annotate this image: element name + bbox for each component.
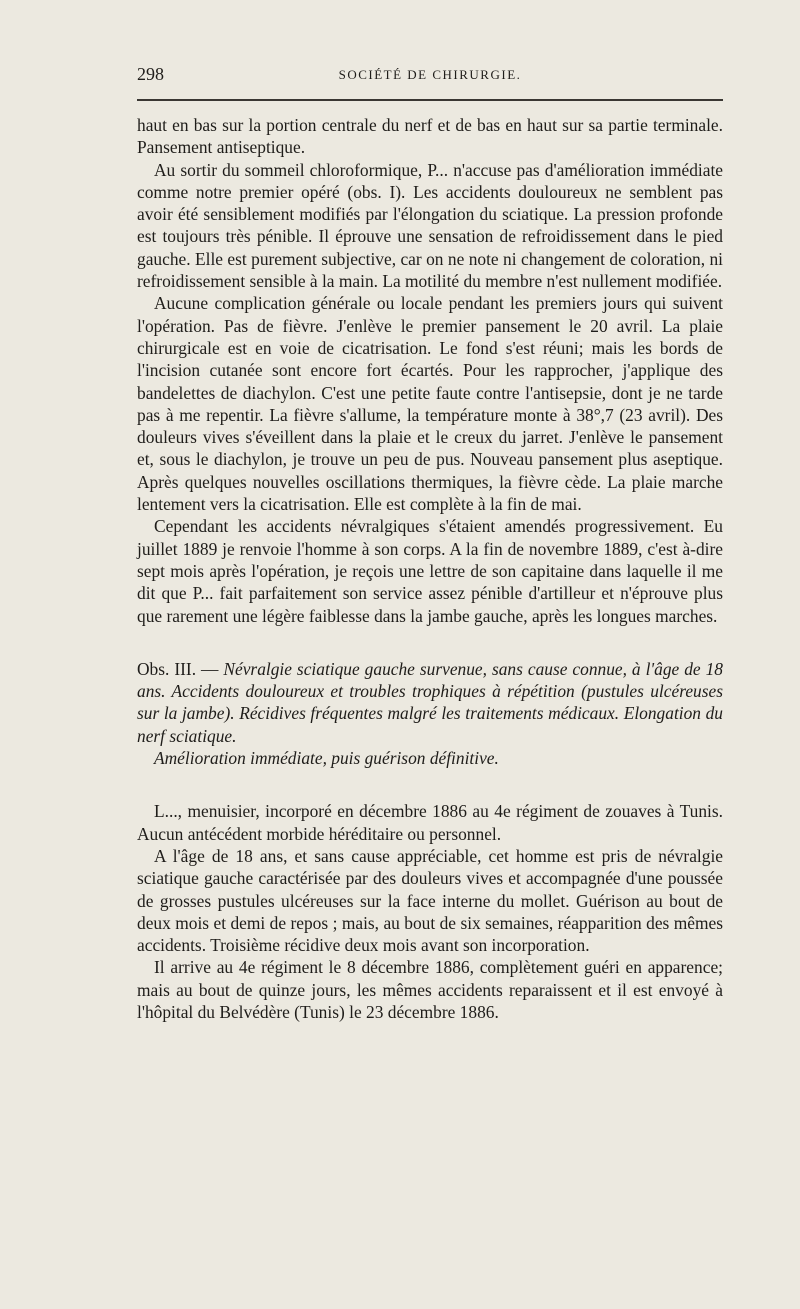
header-rule	[137, 99, 723, 101]
running-title: SOCIÉTÉ DE CHIRURGIE.	[338, 67, 522, 82]
paragraph: Aucune complication générale ou locale pendant les premiers jours qui suivent l'opération. Pas de fièvre. J'enlève le premier pansement le 20 avril. La plaie chirurgicale est en voie de cicatrisation. Le fond s'est réuni; mais les bords de l'incision cutanée sont encore fort écartés. Pour les rapprocher, j'applique des bandelettes de diachylon. C'est une petite faute contre l'antisepsie, dont je ne tarde pas à me repentir. La fièvre s'allume, la température monte à 38°,7 (23 avril). Des douleurs vives s'éveillent dans la plaie et le creux du jarret. J'enlève le pansement et, sous le diachylon, je trouve un peu de pus. Nouveau pansement plus aseptique. Après quelques nouvelles oscillations thermiques, la fièvre cède. La plaie marche lentement vers la cicatrisation. Elle est complète à la fin de mai.	[137, 293, 723, 515]
paragraph: A l'âge de 18 ans, et sans cause appréciable, cet homme est pris de névralgie sciatique gauche caractérisée par des douleurs vives et accompagnée d'une poussée de grosses pustules ulcéreuses sur la face interne du mollet. Guérison au bout de deux mois et demi de repos ; mais, au bout de six semaines, réapparition des mêmes accidents. Troisième récidive deux mois avant son incorporation.	[137, 845, 723, 956]
paragraph: L..., menuisier, incorporé en décembre 1886 au 4e régiment de zouaves à Tunis. Aucun antécédent morbide héréditaire ou personnel.	[137, 801, 723, 844]
page-header	[137, 64, 723, 92]
body-text	[137, 114, 723, 1023]
section-spacer	[137, 627, 723, 658]
paragraph: Au sortir du sommeil chloroformique, P... n'accuse pas d'amélioration immédiate comme notre premier opéré (obs. I). Les accidents douloureux ne semblent pas avoir été sensiblement modifiés par l'élongation du sciatique. La pression profonde est toujours très pénible. Il éprouve une sensation de refroidissement dans le pied gauche. Elle est purement subjective, car on ne note ni changement de coloration, ni refroidissement sensible à la main. La motilité du membre n'est nullement modifiée.	[137, 159, 723, 292]
observation-title: Névralgie sciatique gauche survenue, sans cause connue, à l'âge de 18 ans. Accidents douloureux et troubles trophiques à répétition (pustules ulcéreuses sur la jambe). Récidives fréquentes malgré les traitements médicaux. Elongation du nerf sciatique.	[137, 658, 723, 746]
section-spacer	[137, 769, 723, 800]
observation-heading	[137, 658, 723, 747]
observation-title-end: Amélioration immédiate, puis guérison définitive.	[154, 748, 499, 769]
paragraph: Cependant les accidents névralgiques s'étaient amendés progressivement. Eu juillet 1889 je renvoie l'homme à son corps. A la fin de novembre 1889, c'est à-dire sept mois après l'opération, je reçois une lettre de son capitaine dans laquelle il me dit que P... fait parfaitement son service assez pénible d'artilleur et n'éprouve plus que rarement une légère faiblesse dans la jambe gauche, après les longues marches.	[137, 516, 723, 626]
paragraph: Il arrive au 4e régiment le 8 décembre 1886, complètement guéri en apparence; mais au bout de quinze jours, les mêmes accidents reparaissent et il est envoyé à l'hôpital du Belvédère (Tunis) le 23 décembre 1886.	[137, 957, 723, 1022]
observation-label: Obs. III. —	[137, 658, 219, 679]
paragraph-continued: haut en bas sur la portion centrale du nerf et de bas en haut sur sa partie terminale. Pansement antiseptique.	[137, 115, 723, 158]
page-number: 298	[137, 64, 164, 84]
